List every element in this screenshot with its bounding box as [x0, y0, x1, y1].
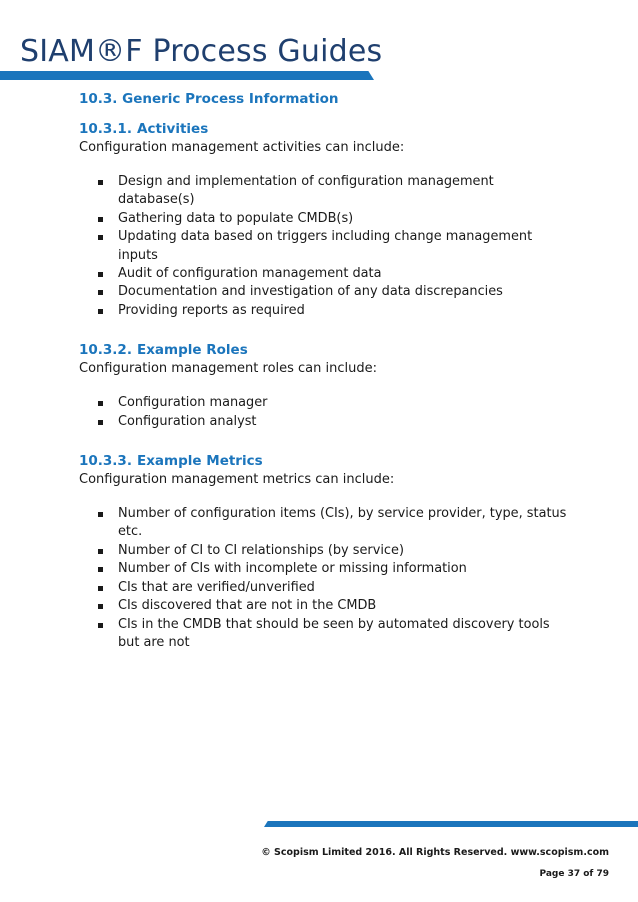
list-item-text: Number of CIs with incomplete or missing information	[118, 561, 467, 577]
list-item-text: Number of configuration items (CIs), by service provider, type, status etc.	[118, 506, 567, 540]
subsection-heading	[79, 453, 599, 469]
subsection-number: 10.3.3.	[79, 453, 132, 470]
bullet-list	[79, 394, 599, 431]
list-item	[79, 542, 573, 560]
bullet-square-icon	[98, 217, 103, 222]
bullet-square-icon	[98, 623, 103, 628]
list-item-text: Updating data based on triggers including change management inputs	[118, 229, 533, 263]
section-example-roles	[79, 342, 599, 431]
list-item	[79, 579, 573, 597]
subsection-title: Activities	[137, 121, 209, 137]
subsection-number: 10.3.2.	[79, 342, 132, 359]
bullet-list	[79, 173, 599, 320]
bullet-square-icon	[98, 604, 103, 609]
document-body	[79, 91, 599, 674]
footer-accent-bar	[264, 821, 638, 827]
list-item	[79, 413, 573, 431]
footer-copyright: © Scopism Limited 2016. All Rights Reserved. www.scopism.com	[261, 847, 609, 858]
bullet-square-icon	[98, 586, 103, 591]
list-item-text: Gathering data to populate CMDB(s)	[118, 210, 354, 226]
list-item-text: Configuration analyst	[118, 413, 257, 429]
subsection-intro: Configuration management roles can include:	[79, 361, 378, 377]
list-item	[79, 560, 573, 578]
subsection-heading	[79, 121, 599, 137]
section-example-metrics	[79, 453, 599, 652]
list-item-text: Audit of configuration management data	[118, 266, 382, 282]
bullet-square-icon	[98, 290, 103, 295]
subsection-heading	[79, 342, 599, 358]
title-accent-bar	[0, 71, 374, 80]
bullet-square-icon	[98, 512, 103, 517]
page-number: Page 37 of 79	[539, 869, 609, 879]
bullet-square-icon	[98, 401, 103, 406]
page-title: SIAM®F Process Guides	[20, 34, 383, 69]
bullet-square-icon	[98, 567, 103, 572]
list-item-text: Design and implementation of configuration management database(s)	[118, 174, 494, 208]
subsection-title: Example Roles	[137, 342, 248, 359]
list-item	[79, 283, 573, 301]
list-item-text: CIs that are verified/unverified	[118, 579, 315, 595]
list-item	[79, 173, 573, 210]
list-item	[79, 265, 573, 283]
subsection-intro: Configuration management metrics can include:	[79, 472, 395, 488]
list-item-text: CIs discovered that are not in the CMDB	[118, 598, 377, 614]
bullet-square-icon	[98, 420, 103, 425]
section-heading: 10.3. Generic Process Information	[79, 91, 339, 107]
list-item-text: Providing reports as required	[118, 302, 305, 318]
bullet-square-icon	[98, 235, 103, 240]
list-item	[79, 597, 573, 615]
section-activities	[79, 121, 599, 320]
list-item-text: Number of CI to CI relationships (by service)	[118, 542, 404, 558]
list-item	[79, 394, 573, 412]
list-item	[79, 302, 573, 320]
subsection-title: Example Metrics	[137, 453, 263, 470]
bullet-list	[79, 505, 599, 652]
bullet-square-icon	[98, 272, 103, 277]
list-item-text: Documentation and investigation of any data discrepancies	[118, 284, 503, 300]
bullet-square-icon	[98, 180, 103, 185]
list-item	[79, 210, 573, 228]
list-item	[79, 505, 573, 542]
list-item	[79, 616, 573, 653]
list-item-text: CIs in the CMDB that should be seen by automated discovery tools but are not	[118, 616, 550, 650]
subsection-number: 10.3.1.	[79, 121, 132, 137]
bullet-square-icon	[98, 309, 103, 314]
list-item	[79, 228, 573, 265]
bullet-square-icon	[98, 549, 103, 554]
subsection-intro: Configuration management activities can include:	[79, 140, 405, 155]
list-item-text: Configuration manager	[118, 395, 268, 411]
